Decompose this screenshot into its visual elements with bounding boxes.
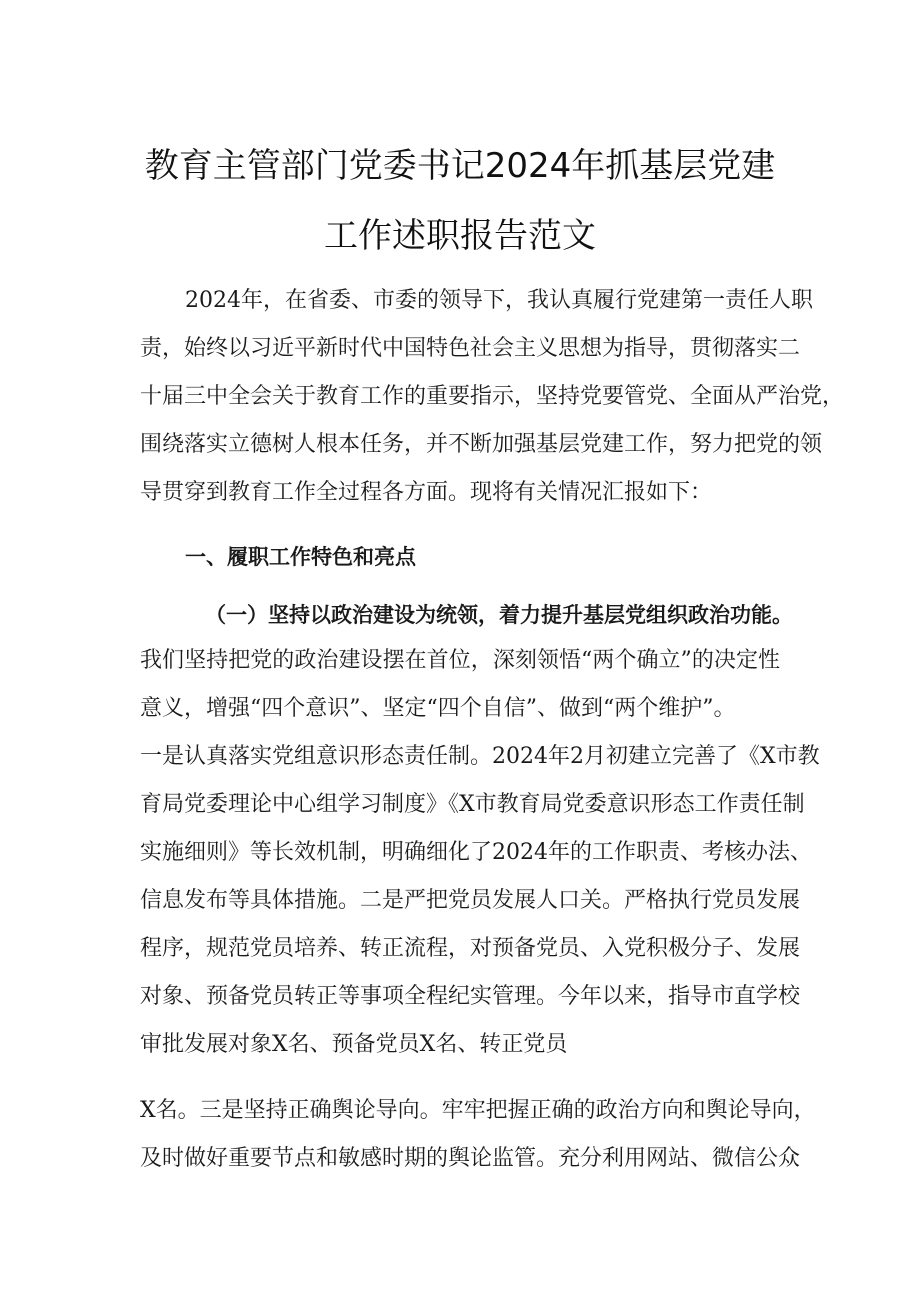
intro-line-3: 十届三中全会关于教育工作的重要指示，坚持党要管党、全面从严治党，: [140, 384, 845, 409]
body-line-1: 我们坚持把党的政治建设摆在首位，深刻领悟“两个确立”的决定性: [140, 648, 780, 673]
intro-line-5: 导贯穿到教育工作全过程各方面。现将有关情况汇报如下：: [140, 480, 713, 505]
body-line-8: 对象、预备党员转正等事项全程纪实管理。今年以来，指导市直学校: [140, 984, 801, 1009]
body-line-4: 育局党委理论中心组学习制度》《X市教育局党委意识形态工作责任制: [140, 792, 805, 817]
continued-line-2: 及时做好重要节点和敏感时期的舆论监管。充分利用网站、微信公众: [140, 1146, 801, 1171]
body-line-5: 实施细则》等长效机制，明确细化了2024年的工作职责、考核办法、: [140, 840, 812, 865]
body-line-2: 意义，增强“四个意识”、坚定“四个自信”、做到“两个维护”。: [140, 696, 736, 721]
section-heading-1: 一、履职工作特色和亮点: [185, 545, 416, 569]
document-title-line-1: 教育主管部门党委书记2024年抓基层党建: [144, 146, 776, 186]
continued-line-1: X名。三是坚持正确舆论导向。牢牢把握正确的政治方向和舆论导向，: [140, 1098, 816, 1123]
body-line-7: 程序，规范党员培养、转正流程，对预备党员、入党积极分子、发展: [140, 936, 801, 961]
body-line-3: 一是认真落实党组意识形态责任制。2024年2月初建立完善了《X市教: [140, 744, 820, 769]
intro-line-1: 2024年，在省委、市委的领导下，我认真履行党建第一责任人职: [185, 288, 813, 313]
subsection-heading-1: （一）坚持以政治建设为统领，着力提升基层党组织政治功能。: [205, 603, 793, 627]
intro-line-4: 围绕落实立德树人根本任务，并不断加强基层党建工作，努力把党的领: [140, 432, 823, 457]
body-line-6: 信息发布等具体措施。二是严把党员发展人口关。严格执行党员发展: [140, 888, 801, 913]
body-line-9: 审批发展对象X名、预备党员X名、转正党员: [140, 1032, 568, 1057]
intro-line-2: 责，始终以习近平新时代中国特色社会主义思想为指导，贯彻落实二: [140, 336, 801, 361]
document-title-line-2: 工作述职报告范文: [324, 216, 596, 256]
